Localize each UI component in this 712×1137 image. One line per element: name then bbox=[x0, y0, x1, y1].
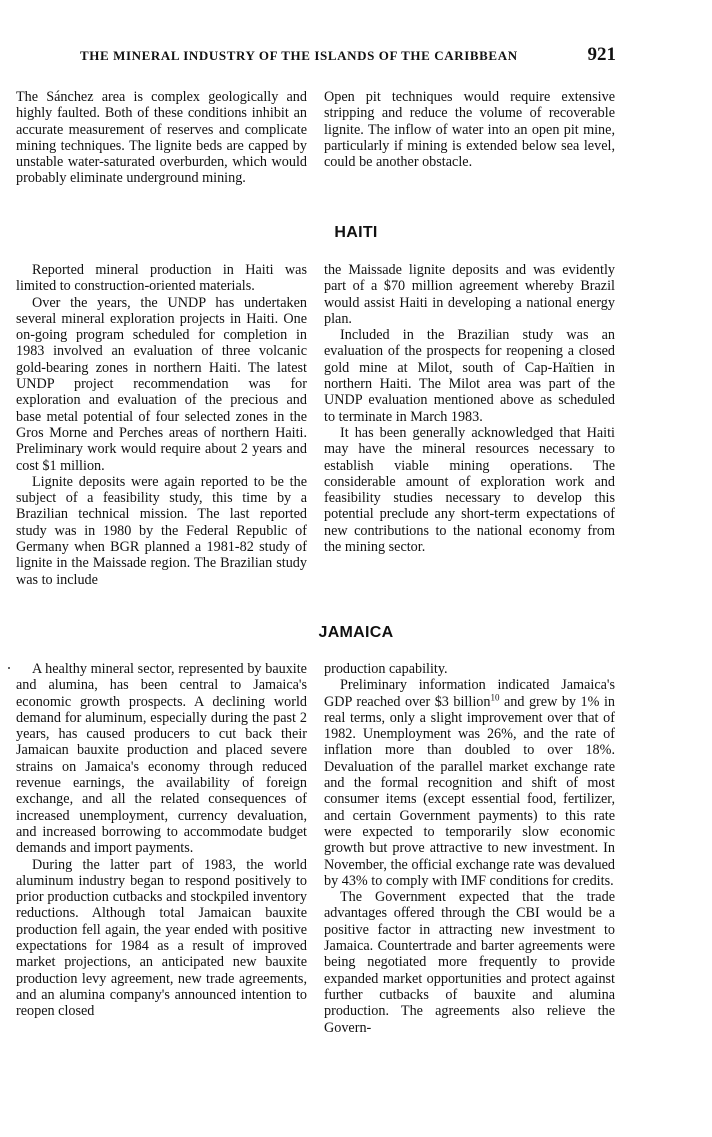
haiti-right-column bbox=[324, 262, 615, 555]
haiti-paragraph: the Maissade lignite deposits and was evidently part of a $70 million agreement whereby Brazil would assist Haiti in developing a national energy plan. bbox=[324, 262, 615, 327]
haiti-left-column bbox=[16, 262, 307, 588]
section-title-haiti: HAITI bbox=[334, 224, 378, 241]
jamaica-gdp-text: Preliminary information indicated Jamaica's GDP reached over $3 billion bbox=[324, 677, 615, 710]
page-number: 921 bbox=[587, 44, 616, 65]
scan-speck bbox=[8, 667, 10, 669]
intro-right-paragraph: Open pit techniques would require extensive stripping and reduce the volume of recoverable lignite. The inflow of water into an open pit mine, particularly if mining is extended below sea level, could be another obstacle. bbox=[324, 89, 615, 171]
jamaica-left-column bbox=[16, 661, 307, 1020]
intro-left-column bbox=[16, 89, 307, 187]
haiti-paragraph: Included in the Brazilian study was an evaluation of the prospects for reopening a closed gold mine at Milot, south of Cap-Haïtien in northern Haiti. The Milot area was part of the UNDP evaluation mentioned above as scheduled to terminate in March 1983. bbox=[324, 327, 615, 425]
jamaica-paragraph: During the latter part of 1983, the world aluminum industry began to respond positively to prior production cutbacks and stockpiled inventory reductions. Although total Jamaican bauxite production fell again, the year ended with positive expectations for 1984 as a result of improved market projections, an anticipated new bauxite production levy agreement, new trade agreements, and an alumina company's announced intention to reopen closed bbox=[16, 856, 307, 1020]
haiti-paragraph: Over the years, the UNDP has undertaken several mineral exploration projects in Haiti. One on-going program scheduled for completion in 1983 involved an evaluation of three volcanic gold-bearing zones in northern Haiti. The latest UNDP project recommendation was for exploration and evaluation of the precious and base metal potential of four selected zones in the Gros Morne and Perches areas of northern Haiti. Preliminary work would require about 2 years and cost $1 million. bbox=[16, 294, 307, 474]
intro-right-column bbox=[324, 89, 615, 170]
jamaica-right-column bbox=[324, 661, 615, 1036]
jamaica-paragraph: The Government expected that the trade advantages offered through the CBI would be a positive factor in attracting new investment to Jamaica. Countertrade and barter agreements were being negotiated more frequently to provide expanded market opportunities and protect against further cutbacks of bauxite and alumina production. The agreements also relieve the Govern- bbox=[324, 889, 615, 1036]
jamaica-paragraph: A healthy mineral sector, represented by bauxite and alumina, has been central to Jamaica's economic growth prospects. A declining world demand for aluminum, especially during the past 2 years, has caused producers to cut back their Jamaican bauxite production and placed severe strains on Jamaica's economy through reduced revenue earnings, the availability of foreign exchange, and all the related consequences of increased unemployment, currency devaluation, and increased borrowing to accommodate budget demands and import payments. bbox=[16, 661, 307, 857]
footnote-reference: 10 bbox=[490, 691, 500, 702]
jamaica-gdp-text-cont: and grew by 1% in real terms, only a slight improvement over that of 1982. Unemployment was 26%, and the rate of inflation more than doubled to over 18%. Devaluation of the parallel market exchange rate and the formal recognition and shift of most consumer items (except essential food, fertilizer, and certain Government payments) to this rate were expected to temporarily slow economic growth but prove attractive to new investment. In November, the official exchange rate was devalued by 43% to comply with IMF conditions for credits. bbox=[324, 693, 615, 889]
haiti-paragraph: Reported mineral production in Haiti was limited to construction-oriented materials. bbox=[16, 262, 307, 295]
intro-left-paragraph: The Sánchez area is complex geologically and highly faulted. Both of these conditions inhibit an accurate measurement of reserves and complicate mining techniques. The lignite beds are capped by unstable water-saturated overburden, which would probably eliminate underground mining. bbox=[16, 89, 307, 187]
jamaica-paragraph bbox=[324, 677, 615, 889]
haiti-paragraph: Lignite deposits were again reported to be the subject of a feasibility study, this time by a Brazilian technical mission. The last reported study was in 1980 by the Federal Republic of Germany when BGR planned a 1981-82 study of lignite in the Maissade region. The Brazilian study was to include bbox=[16, 473, 307, 588]
haiti-paragraph: It has been generally acknowledged that Haiti may have the mineral resources necessary to establish viable mining operations. The considerable amount of exploration work and feasibility studies necessary to develop this potential preclude any short-term expectations of new contributions to the national economy from the mining sector. bbox=[324, 424, 615, 556]
running-header-title: THE MINERAL INDUSTRY OF THE ISLANDS OF THE CARIBBEAN bbox=[80, 48, 518, 63]
jamaica-paragraph: production capability. bbox=[324, 661, 448, 677]
section-title-jamaica: JAMAICA bbox=[318, 624, 394, 641]
